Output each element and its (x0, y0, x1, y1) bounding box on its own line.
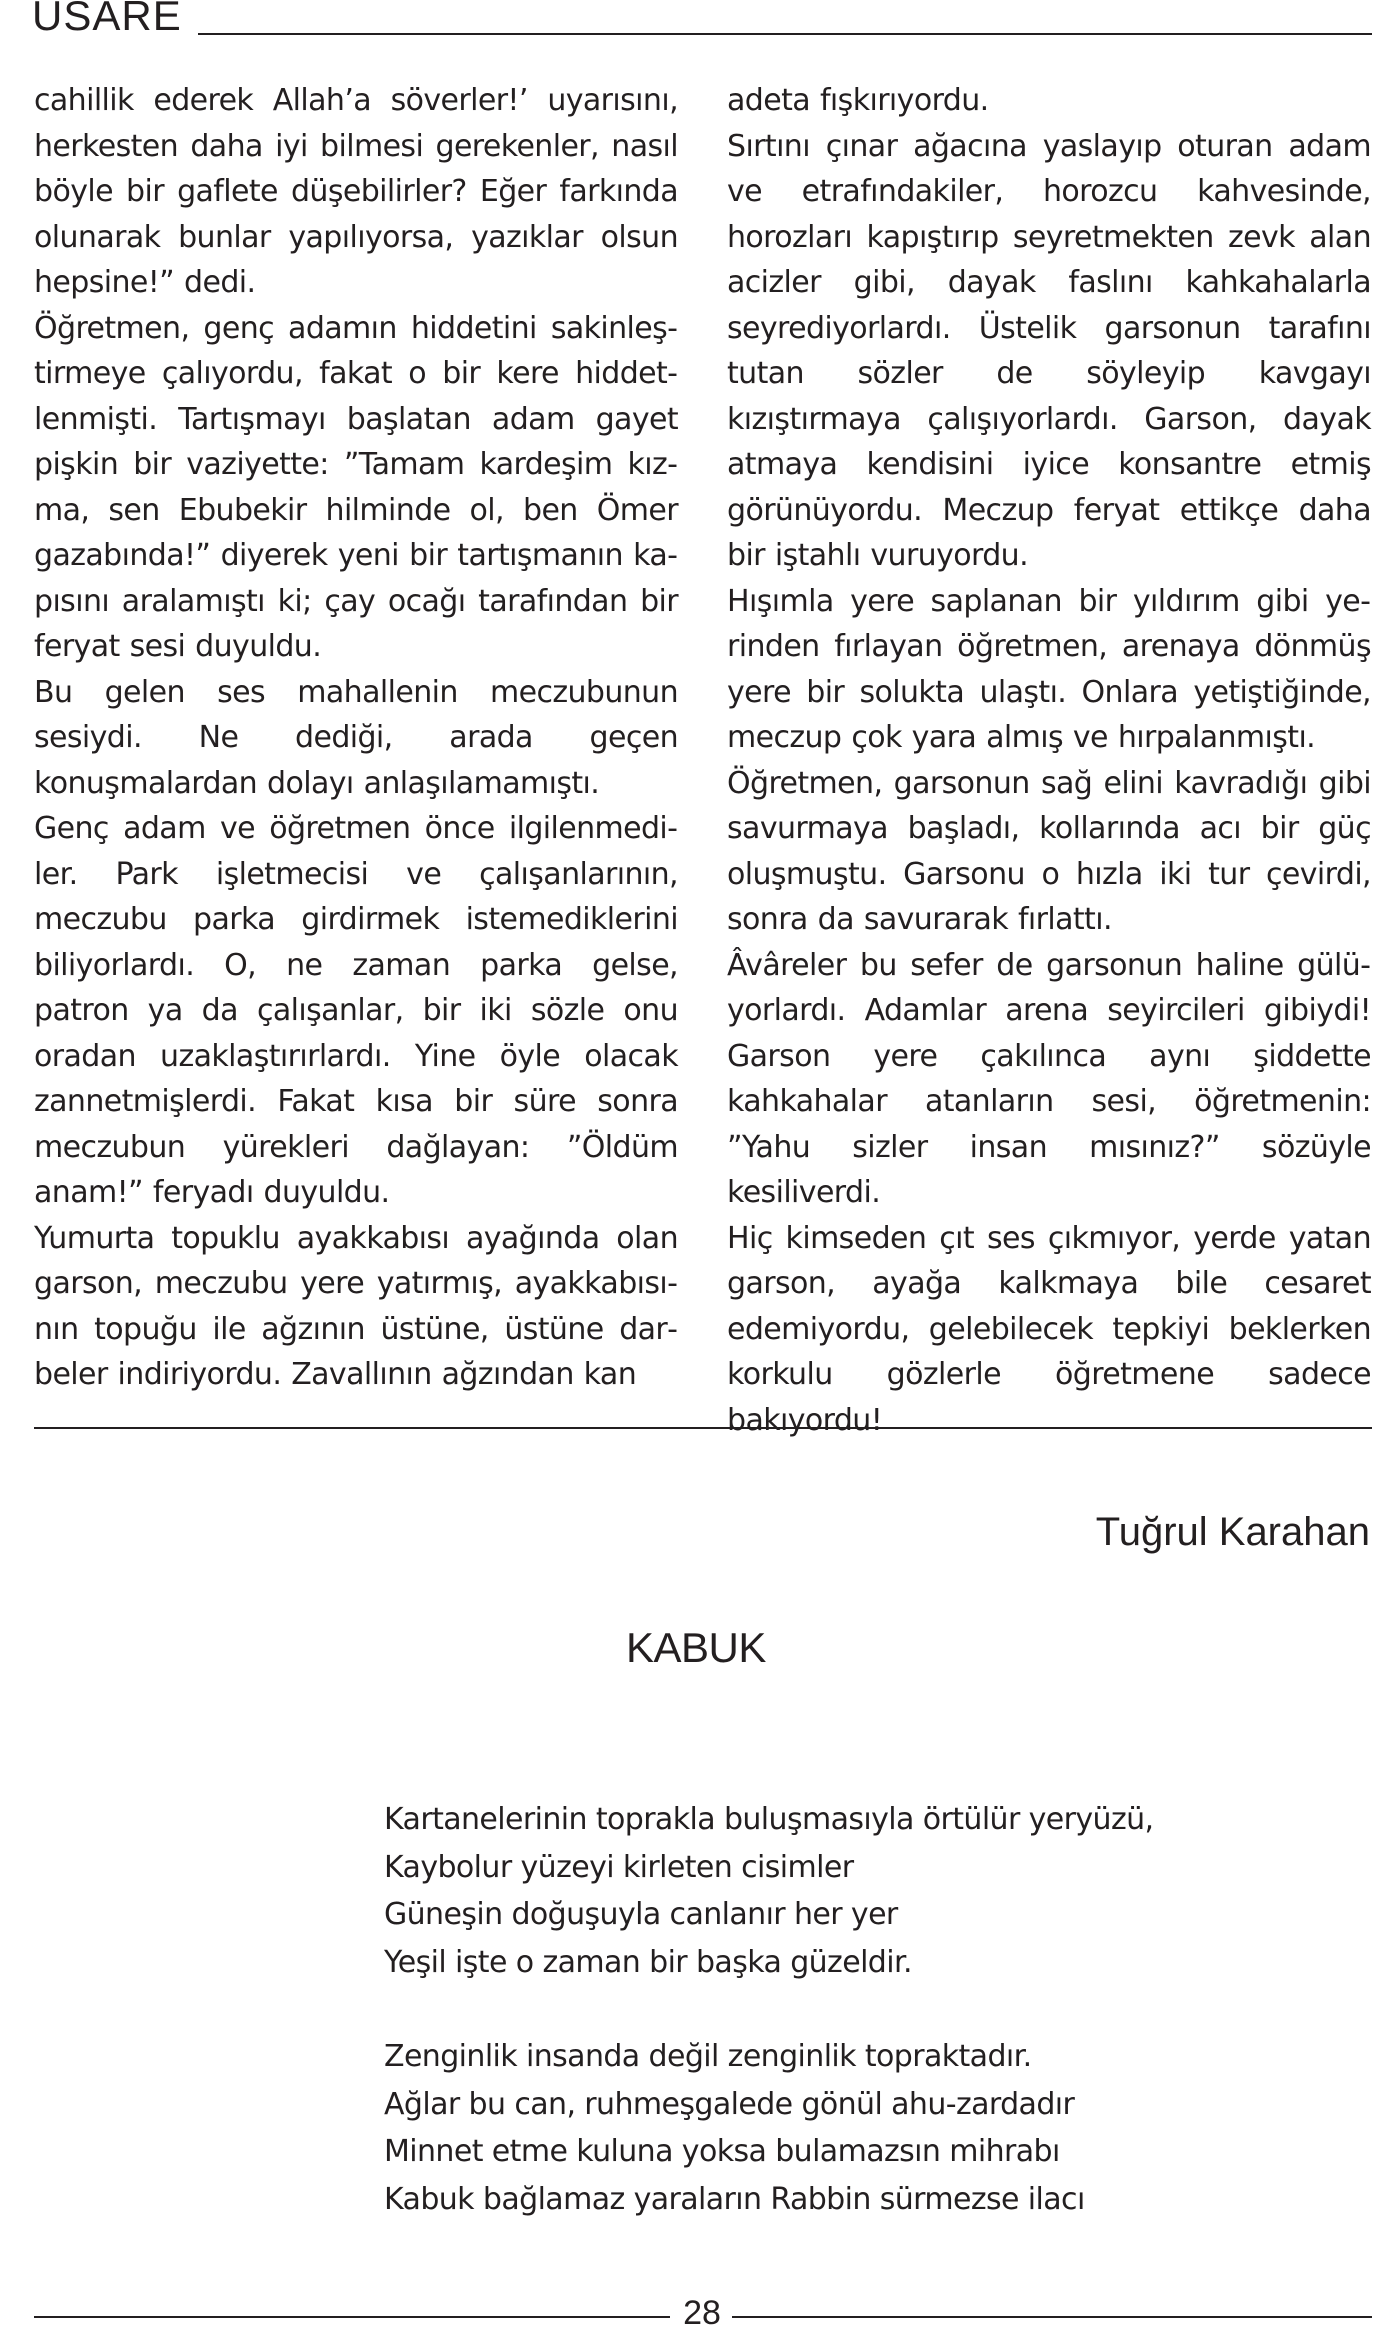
page-header (32, 0, 1372, 40)
magazine-name: USARE (32, 0, 182, 39)
poem-title: KABUK (626, 1624, 766, 1671)
paragraph: cahillik ederek Allah’a söverler!’ uyarısını, herkesten daha iyi bilmesi gerekenler, nasıl böyle bir gaflete düşebilirler? Eğer farkında olunarak bunlar yapılıyorsa, yazıklar olsun hepsine!” dedi. (34, 83, 678, 300)
section-divider (34, 1427, 1372, 1429)
poem-author: Tuğrul Karahan (1095, 1510, 1370, 1554)
poem-stanza (384, 1796, 1284, 1986)
poem-line: Kartanelerinin toprakla buluşmasıyla örtülür yeryüzü, (384, 1802, 1154, 1837)
paragraph: Bu gelen ses mahallenin meczubunun sesiydi. Ne dediği, arada geçen konuşmalardan dolayı anlaşılamamıştı. (34, 674, 678, 801)
poem-line: Zenginlik insanda değil zenginlik topraktadır. (384, 2039, 1032, 2074)
poem-line: Ağlar bu can, ruhmeşgalede gönül ahu-zardadır (384, 2086, 1075, 2122)
poem-body (384, 1796, 1284, 2223)
paragraph: Genç adam ve öğretmen önce ilgilenmediler. Park işletmecisi ve çalışanlarının, meczubu parka girdirmek istemediklerini biliyorlardı. O, ne zaman parka gelse, patron ya da çalışanlar, bir iki sözle onu oradan uzaklaştırırlardı. Yine öyle olacak zannetmişlerdi. Fakat kısa bir süre sonra meczubun yürekleri dağlayan: ”Öldüm anam!” feryadı duyuldu. (34, 811, 678, 1210)
paragraph: Öğretmen, genç adamın hiddetini sakinleştirmeye çalıyordu, fakat o bir kere hiddetlenmişti. Tartışmayı başlatan adam gayet pişkin bir vaziyette: ”Tamam kardeşim kızma, sen Ebubekir hilminde ol, ben Ömer gazabında!” diyerek yeni bir tartışmanın kapısını aralamıştı ki; çay ocağı tarafından bir feryat sesi duyuldu. (34, 310, 678, 664)
poem-line: Güneşin doğuşuyla canlanır her yer (384, 1897, 898, 1932)
header-rule (198, 33, 1372, 35)
article-column-left (34, 78, 678, 1398)
paragraph: Yumurta topuklu ayakkabısı ayağında olan garson, meczubu yere yatırmış, ayakkabısının topuğu ile ağzının üstüne, üstüne darbeler indiriyordu. Zavallının ağzından kan (34, 1220, 678, 1392)
paragraph: Hiç kimseden çıt ses çıkmıyor, yerde yatan garson, ayağa kalkmaya bile cesaret edemiyordu, gelebilecek tepkiyi beklerken korkulu gözlerle öğretmene sadece bakıyordu! (727, 1220, 1371, 1438)
poem-line: Yeşil işte o zaman bir başka güzeldir. (384, 1944, 912, 1980)
footer-rule-left (34, 2316, 670, 2318)
page-number: 28 (683, 2294, 721, 2332)
paragraph: Öğretmen, garsonun sağ elini kavradığı gibi savurmaya başladı, kollarında acı bir güç oluşmuştu. Garsonu o hızla iki tur çevirdi, sonra da savurarak fırlattı. (727, 765, 1371, 937)
footer-rule-right (732, 2316, 1372, 2318)
paragraph: adeta fışkırıyordu. (727, 83, 989, 118)
poem-line: Kabuk bağlamaz yaraların Rabbin sürmezse ilacı (384, 2181, 1085, 2217)
poem-line: Kaybolur yüzeyi kirleten cisimler (384, 1849, 854, 1885)
paragraph: Hışımla yere saplanan bir yıldırım gibi yerinden fırlayan öğretmen, arenaya dönmüş yere bir solukta ulaştı. Onlara yetiştiğinde, meczup çok yara almış ve hırpalanmıştı. (727, 583, 1371, 755)
article-column-right (727, 78, 1371, 1443)
poem-line: Minnet etme kuluna yoksa bulamazsın mihrabı (384, 2134, 1060, 2169)
paragraph: Âvâreler bu sefer de garsonun haline gülüyorlardı. Adamlar arena seyircileri gibiydi! Garson yere çakılınca aynı şiddette kahkahalar atanların sesi, öğretmenin: ”Yahu sizler insan mısınız?” sözüyle kesiliverdi. (727, 947, 1371, 1210)
paragraph: Sırtını çınar ağacına yaslayıp oturan adam ve etrafındakiler, horozcu kahvesinde, horozları kapıştırıp seyretmekten zevk alan acizler gibi, dayak faslını kahkahalarla seyrediyorlardı. Üstelik garsonun tarafını tutan sözler de söyleyip kavgayı kızıştırmaya çalışıyorlardı. Garson, dayak atmaya kendisini iyice konsantre etmiş görünüyordu. Meczup feryat ettikçe daha bir iştahlı vuruyordu. (727, 128, 1371, 573)
poem-stanza (384, 2033, 1284, 2223)
